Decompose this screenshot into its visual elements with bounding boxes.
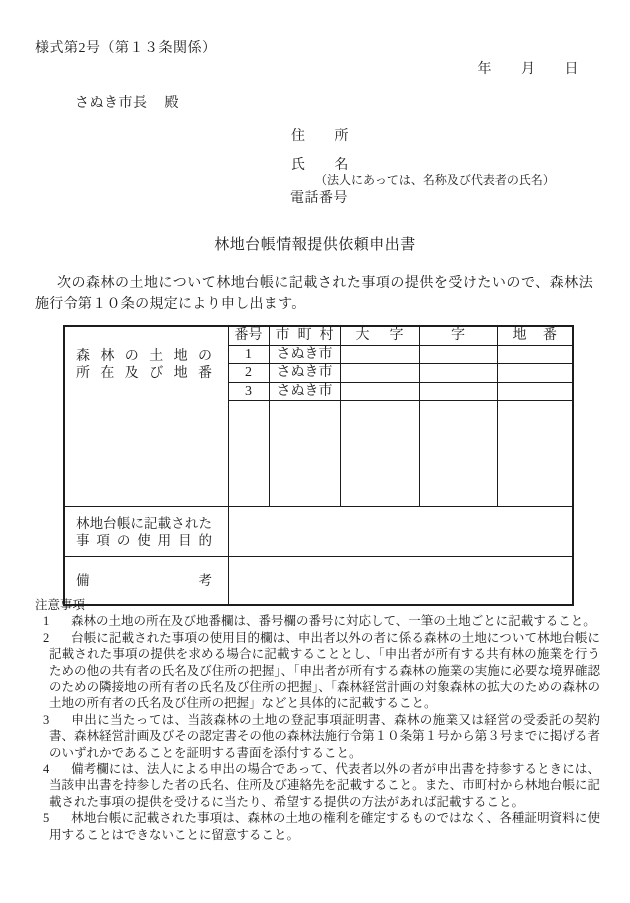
oaza-cell [340, 364, 419, 383]
recipient-honorific: 殿 [164, 96, 179, 111]
note-text: 備考欄には、法人による申出の場合であって、代表者以外の者が申出書を持参するときには、当該申出書を持参した者の氏名、住所及び連絡先を記載すること。また、市町村から林地台帳に記載された事項の提供を受けるに当たり、希望する提供の方法があれば記載すること。 [49, 762, 600, 809]
recipient-line [75, 95, 179, 113]
remarks-label-text: 備考 [76, 572, 212, 588]
note-item [35, 810, 600, 843]
land-location-label-line1: 森林の土地の [76, 349, 212, 364]
purpose-label [64, 507, 228, 557]
note-number: 4 [43, 762, 50, 777]
note-item [35, 712, 600, 761]
purpose-label-line2: 事項の使用目的 [76, 532, 212, 548]
city-cell: さぬき市 [269, 382, 340, 401]
chiban-cell [497, 382, 573, 401]
oaza-cell-empty [340, 401, 419, 507]
aza-cell [419, 345, 497, 364]
aza-cell [419, 364, 497, 383]
col-header-oaza: 大字 [340, 326, 419, 345]
aza-cell-empty [419, 401, 497, 507]
note-text: 森林の土地の所在及び地番欄は、番号欄の番号に対応して、一筆の土地ごとに記載すること。 [71, 614, 596, 629]
city-cell: さぬき市 [269, 364, 340, 383]
purpose-value [228, 507, 573, 557]
form-title: 林地台帳情報提供依頼申出書 [214, 237, 416, 253]
note-item [35, 761, 600, 810]
row-number: 1 [228, 345, 269, 364]
intro-paragraph: 次の森林の土地について林地台帳に記載された事項の提供を受けたいので、森林法施行令第１０条の規定により申し出ます。 [35, 276, 593, 312]
land-location-label-line2: 所在及び地番 [76, 366, 212, 381]
row-number-empty [228, 401, 269, 507]
name-corporate-note: （法人にあっては、名称及び代表者の氏名） [315, 173, 555, 187]
note-number: 1 [43, 614, 50, 629]
note-text: 申出に当たっては、当該森林の土地の登記事項証明書、森林の施業又は経営の受委託の契約書、森林経営計画及びその認定書その他の森林法施行令第１０条第１号から第３号までに掲げる者のいずれかであることを証明する書面を添付すること。 [49, 712, 600, 760]
row-number: 2 [228, 364, 269, 383]
address-label: 住 所 [291, 129, 349, 144]
chiban-cell [497, 345, 573, 364]
note-number: 3 [43, 712, 50, 727]
col-header-chiban: 地番 [497, 326, 573, 345]
note-number: 5 [43, 811, 50, 826]
notes-heading: 注意事項 [35, 598, 86, 612]
note-number: 2 [43, 630, 50, 645]
city-cell: さぬき市 [269, 345, 340, 364]
land-table [63, 325, 574, 606]
col-header-number: 番号 [228, 326, 269, 345]
date-line: 年 月 日 [477, 62, 579, 77]
notes-section [35, 597, 600, 843]
aza-cell [419, 382, 497, 401]
note-item [35, 630, 600, 712]
city-cell-empty [269, 401, 340, 507]
chiban-cell [497, 364, 573, 383]
form-number: 様式第2号（第１３条関係） [35, 41, 217, 56]
note-item [35, 613, 600, 629]
land-location-label [64, 326, 228, 507]
col-header-municipality: 市町村 [269, 326, 340, 345]
purpose-label-line1: 林地台帳に記載された [76, 515, 212, 531]
col-header-aza: 字 [419, 326, 497, 345]
row-number: 3 [228, 382, 269, 401]
chiban-cell-empty [497, 401, 573, 507]
name-label: 氏 名 [291, 158, 349, 173]
oaza-cell [340, 345, 419, 364]
phone-label: 電話番号 [290, 191, 348, 206]
recipient-name: さぬき市長 [75, 96, 148, 111]
note-text: 台帳に記載された事項の使用目的欄は、申出者以外の者に係る森林の土地について林地台帳に記載された事項の提供を求める場合に記載することとし、「申出者が所有する共有林の施業を行うための他の共有者の氏名及び住所の把握」、「申出者が所有する森林の施業の実施に必要な境界確認のための隣接地の所有者の氏名及び住所の把握」、「森林経営計画の対象森林の拡大のための森林の土地の所有者の氏名及び住所の把握」などと具体的に記載すること。 [49, 630, 600, 711]
oaza-cell [340, 382, 419, 401]
note-text: 林地台帳に記載された事項は、森林の土地の権利を確定するものではなく、各種証明資料に使用することはできないことに留意すること。 [49, 811, 600, 842]
